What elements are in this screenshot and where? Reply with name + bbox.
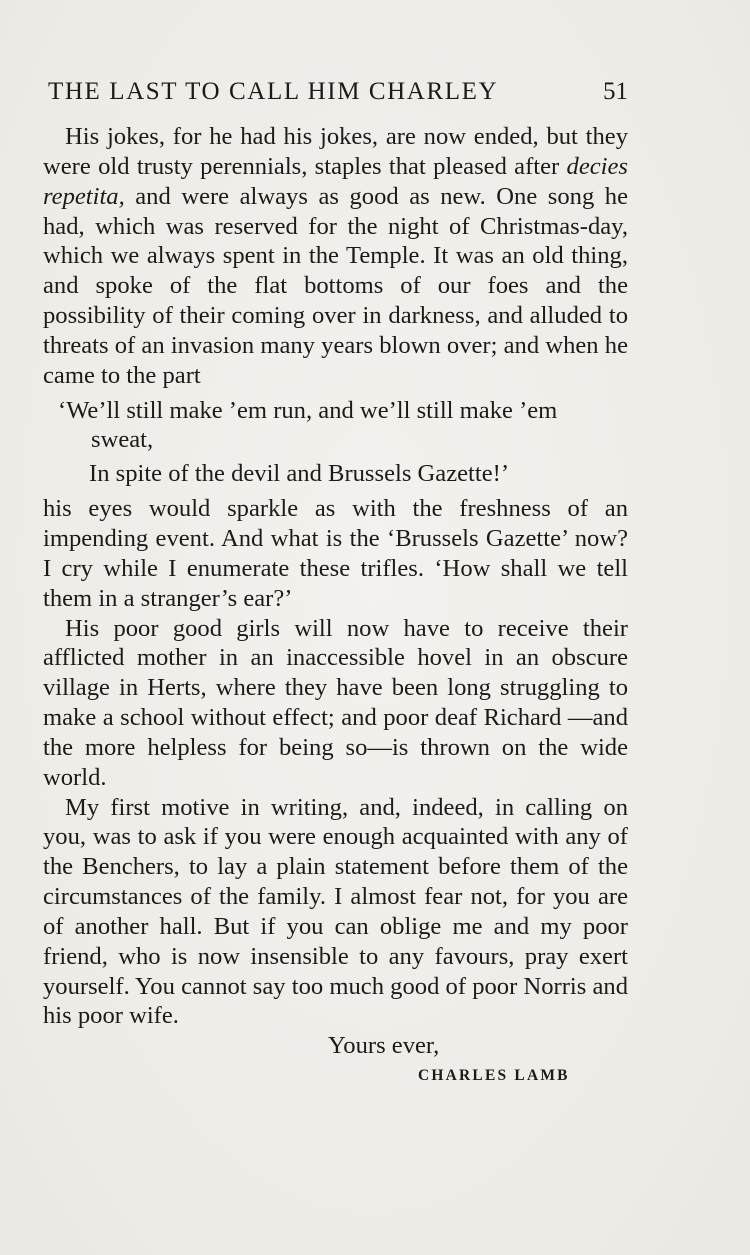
paragraph-1 <box>43 122 628 391</box>
paragraph-1-text-a: His jokes, for he had his jokes, are now ended, but they were old trusty perennials, staples that pleased after <box>43 123 628 180</box>
paragraph-2: his eyes would sparkle as with the freshness of an impending event. And what is the ‘Brussels Gazette’ now? I cry while I enumerate these trifles. ‘How shall we tell them in a stranger’s ear?’ <box>43 495 628 612</box>
latin-phrase: decies repetita, <box>43 152 628 210</box>
body-text <box>43 122 628 1089</box>
verse-line-2: In spite of the devil and Brussels Gazette!’ <box>89 460 510 488</box>
running-head <box>48 78 630 112</box>
running-title: THE LAST TO CALL HIM CHARLEY <box>48 78 499 105</box>
verse-line-1: ‘We’ll still make ’em run, and we’ll still make ’em <box>58 396 558 424</box>
signature: CHARLES LAMB <box>418 1067 570 1085</box>
paragraph-4: My first motive in writing, and, indeed, in calling on you, was to ask if you were enough acquainted with any of the Benchers, to lay a plain statement before them of the circumstances of the family. I almost fear not, for you are of another hall. But if you can oblige me and my poor friend, who is now insensible to any favours, pray exert yourself. You cannot say too much good of poor Norris and his poor wife. <box>43 793 628 1030</box>
song-quotation <box>43 396 628 490</box>
paragraph-3: His poor good girls will now have to receive their afflicted mother in an inaccessible hovel in an obscure village in Herts, where they have been long struggling to make a school without effect; and poor deaf Richard —and the more helpless for being so—is thrown on the wide world. <box>43 614 628 791</box>
verse-line-1-turnover: sweat, <box>91 426 154 454</box>
letter-closing: Yours ever, <box>328 1032 440 1060</box>
page-number: 51 <box>603 78 628 105</box>
paragraph-1-text-b: and were always as good as new. One song he had, which was reserved for the night of Christmas-day, which we always spent in the Temple. It was an old thing, and spoke of the flat bottoms of our foes and the possibility of their coming over in darkness, and alluded to threats of an invasion many years blown over; and when he came to the part <box>43 182 628 389</box>
